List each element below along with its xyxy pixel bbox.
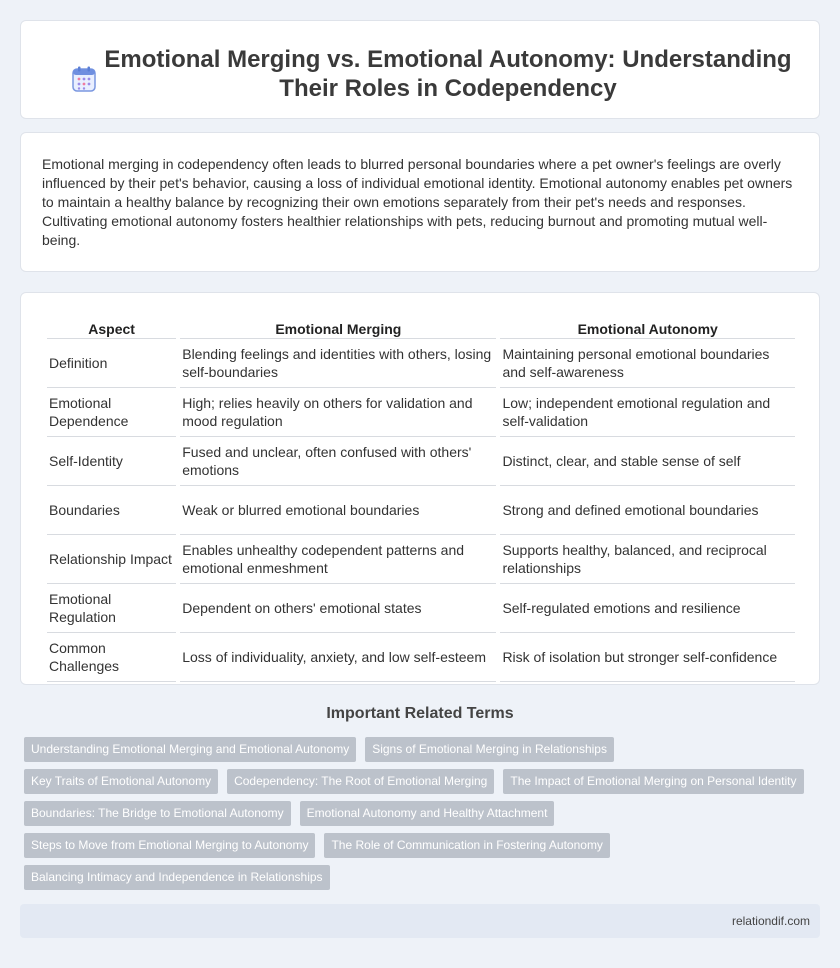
table-row: [47, 388, 795, 437]
tag-row: [24, 737, 614, 762]
aspect-cell: Emotional Regulation: [47, 584, 176, 633]
header-aspect: Aspect: [47, 315, 176, 339]
aspect-cell: Emotional Dependence: [47, 388, 176, 437]
autonomy-cell: Distinct, clear, and stable sense of self: [500, 437, 795, 486]
autonomy-cell: Maintaining personal emotional boundaries and self-awareness: [500, 339, 795, 388]
merging-cell: Fused and unclear, often confused with others' emotions: [180, 437, 496, 486]
footer: [20, 904, 820, 938]
autonomy-cell: Self-regulated emotions and resilience: [500, 584, 795, 633]
comparison-table: [43, 315, 799, 682]
table-header-row: [47, 315, 795, 339]
merging-cell: High; relies heavily on others for validation and mood regulation: [180, 388, 496, 437]
merging-cell: Blending feelings and identities with others, losing self-boundaries: [180, 339, 496, 388]
related-term-link[interactable]: The Impact of Emotional Merging on Personal Identity: [503, 769, 803, 794]
aspect-cell: Self-Identity: [47, 437, 176, 486]
title-card: [20, 20, 820, 119]
tag-row: [24, 833, 610, 858]
header-emotional-merging: Emotional Merging: [180, 315, 496, 339]
aspect-cell: Definition: [47, 339, 176, 388]
merging-cell: Enables unhealthy codependent patterns and emotional enmeshment: [180, 535, 496, 584]
merging-cell: Dependent on others' emotional states: [180, 584, 496, 633]
calendar-icon: [72, 66, 96, 92]
table-row: [47, 633, 795, 682]
merging-cell: Loss of individuality, anxiety, and low self-esteem: [180, 633, 496, 682]
related-term-link[interactable]: Key Traits of Emotional Autonomy: [24, 769, 218, 794]
tag-row: [24, 769, 804, 794]
table-row: [47, 535, 795, 584]
table-row: [47, 486, 795, 535]
autonomy-cell: Risk of isolation but stronger self-confidence: [500, 633, 795, 682]
aspect-cell: Relationship Impact: [47, 535, 176, 584]
intro-paragraph: Emotional merging in codependency often leads to blurred personal boundaries where a pet owner's feelings are overly influenced by their pet's behavior, causing a loss of individual emotional identity. Emotional autonomy enables pet owners to maintain a healthy balance by recognizing their own emotions separately from their pet's needs and responses. Cultivating emotional autonomy fosters healthier relationships with pets, reducing burnout and promoting mutual well-being.: [42, 156, 793, 248]
merging-cell: Weak or blurred emotional boundaries: [180, 486, 496, 535]
footer-site-link[interactable]: relationdif.com: [731, 914, 810, 928]
table-row: [47, 339, 795, 388]
header-emotional-autonomy: Emotional Autonomy: [500, 315, 795, 339]
related-term-link[interactable]: Emotional Autonomy and Healthy Attachment: [300, 801, 555, 826]
intro-card: [20, 132, 820, 272]
autonomy-cell: Strong and defined emotional boundaries: [500, 486, 795, 535]
aspect-cell: Common Challenges: [47, 633, 176, 682]
related-term-link[interactable]: Signs of Emotional Merging in Relationships: [365, 737, 614, 762]
related-term-link[interactable]: Steps to Move from Emotional Merging to Autonomy: [24, 833, 315, 858]
related-term-link[interactable]: Codependency: The Root of Emotional Merging: [227, 769, 494, 794]
tag-row: [24, 865, 330, 890]
related-terms-heading: Important Related Terms: [326, 705, 514, 722]
table-row: [47, 437, 795, 486]
comparison-table-card: [20, 292, 820, 685]
autonomy-cell: Low; independent emotional regulation and self-validation: [500, 388, 795, 437]
aspect-cell: Boundaries: [47, 486, 176, 535]
tag-row: [24, 801, 554, 826]
table-row: [47, 584, 795, 633]
page-title: Emotional Merging vs. Emotional Autonomy: Understanding Their Roles in Codependency: [104, 46, 792, 102]
related-term-link[interactable]: Boundaries: The Bridge to Emotional Autonomy: [24, 801, 291, 826]
related-term-link[interactable]: The Role of Communication in Fostering Autonomy: [324, 833, 609, 858]
related-term-link[interactable]: Understanding Emotional Merging and Emotional Autonomy: [24, 737, 356, 762]
autonomy-cell: Supports healthy, balanced, and reciprocal relationships: [500, 535, 795, 584]
related-term-link[interactable]: Balancing Intimacy and Independence in Relationships: [24, 865, 330, 890]
